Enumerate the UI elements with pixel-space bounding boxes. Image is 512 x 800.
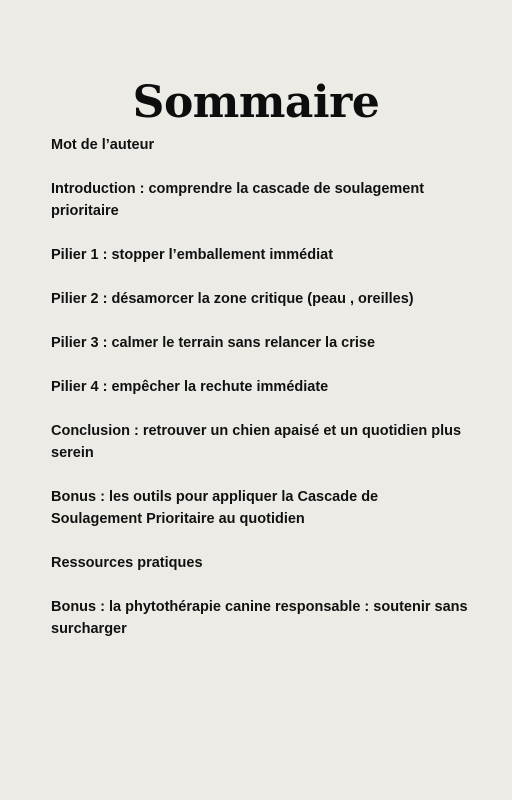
toc-item-pilier-3: Pilier 3 : calmer le terrain sans relancer la crise	[51, 335, 376, 351]
page-title: Sommaire	[132, 77, 380, 129]
table-of-contents	[51, 134, 471, 662]
toc-item-pilier-2: Pilier 2 : désamorcer la zone critique (peau , oreilles)	[51, 291, 414, 307]
toc-item-pilier-4: Pilier 4 : empêcher la rechute immédiate	[51, 379, 329, 395]
toc-item-mot-de-l-auteur: Mot de l’auteur	[51, 137, 155, 153]
toc-item-bonus-outils: Bonus : les outils pour appliquer la Cascade de Soulagement Prioritaire au quotidien	[51, 489, 379, 527]
toc-item-conclusion: Conclusion : retrouver un chien apaisé et un quotidien plus serein	[51, 423, 462, 461]
toc-item-ressources-pratiques: Ressources pratiques	[51, 555, 203, 571]
toc-item-pilier-1: Pilier 1 : stopper l’emballement immédiat	[51, 247, 334, 263]
toc-item-introduction: Introduction : comprendre la cascade de soulagement prioritaire	[51, 181, 425, 219]
toc-item-bonus-phytotherapie: Bonus : la phytothérapie canine responsable : soutenir sans surcharger	[51, 599, 468, 637]
